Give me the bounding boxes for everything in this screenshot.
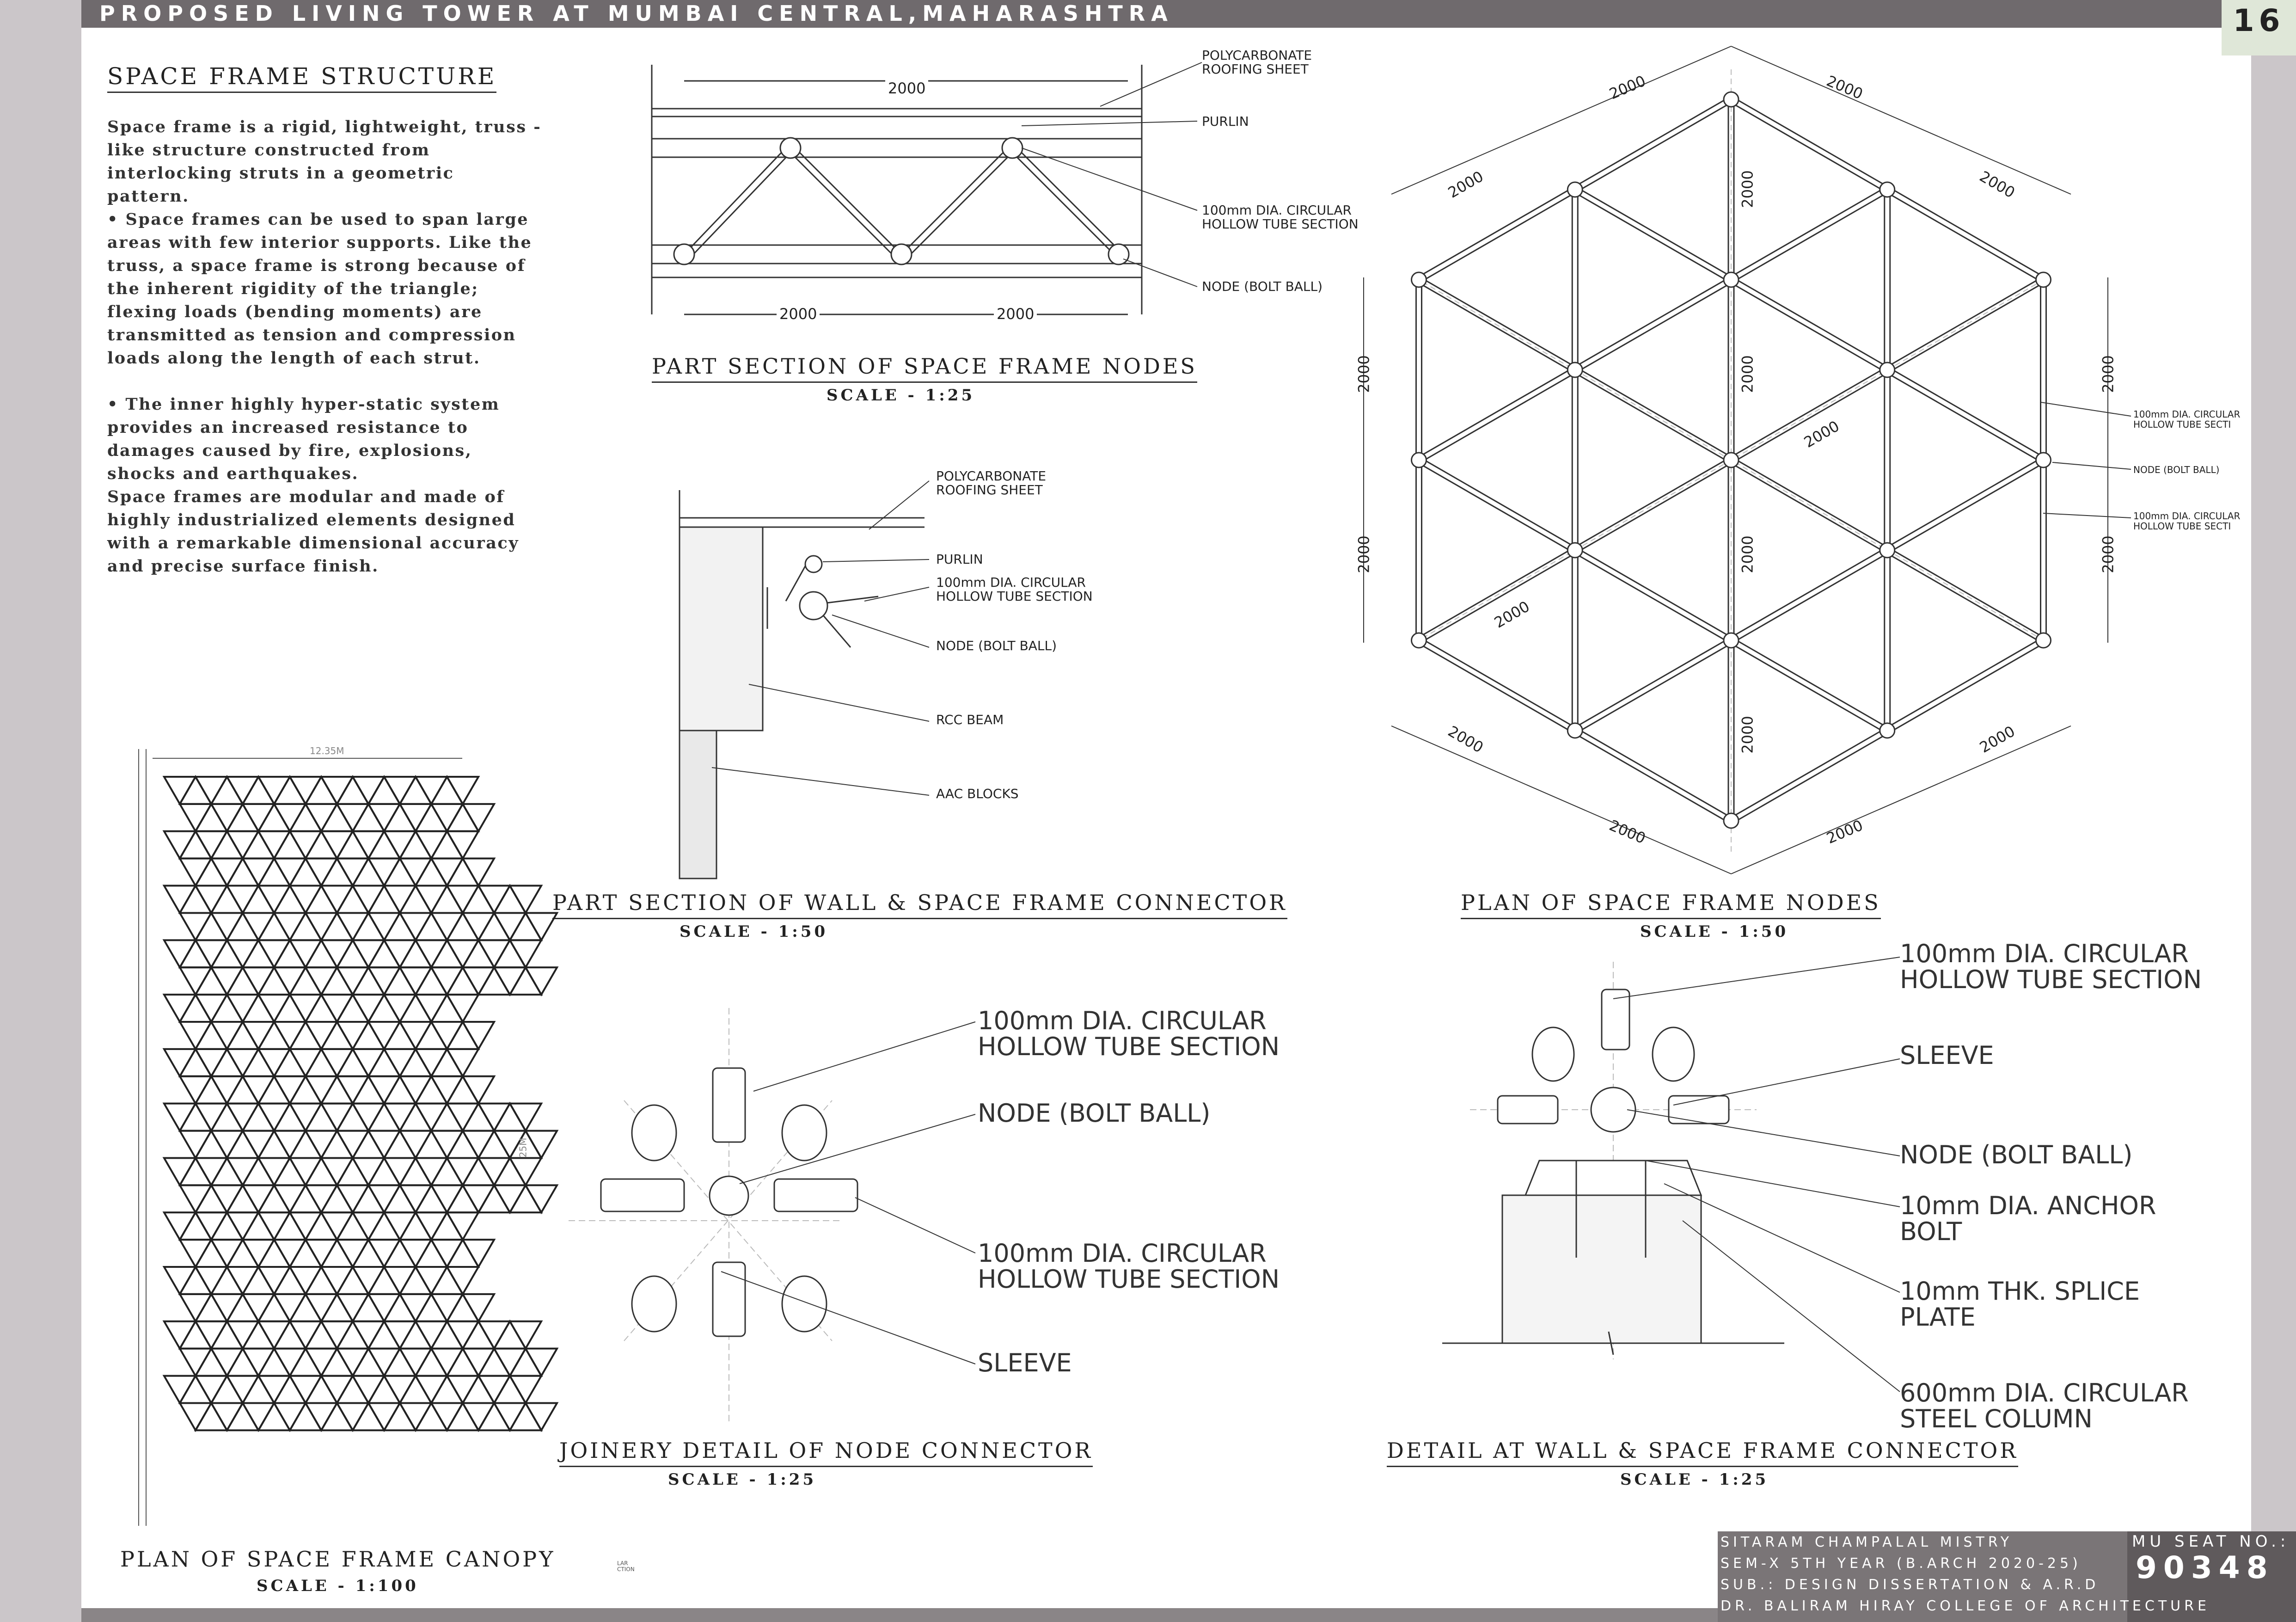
student-name: SITARAM CHAMPALAL MISTRY (1720, 1534, 2013, 1550)
drawing-scale: SCALE - 1:50 (680, 922, 828, 941)
subject: SUB.: DESIGN DISSERTATION & A.R.D (1720, 1577, 2100, 1593)
drawing-scale: SCALE - 1:25 (1620, 1470, 1769, 1489)
label-purlin: PURLIN (936, 552, 983, 567)
drawing-title: PART SECTION OF WALL & SPACE FRAME CONNECTOR (552, 890, 1287, 919)
label-purlin: PURLIN (1202, 114, 1249, 129)
drawing-title: PLAN OF SPACE FRAME CANOPY (120, 1547, 556, 1572)
stray-note: LAR CTION (617, 1560, 635, 1573)
intro-paragraph-1: Space frame is a rigid, lightweight, truss -like structure constructed from interlocking struts in a geometric pattern. (107, 117, 542, 206)
label-node-bolt-ball: NODE (BOLT BALL) (1202, 279, 1323, 294)
dimension-2000: 2000 (1491, 597, 1533, 632)
label-roofing-sheet: POLYCARBONATE ROOFING SHEET (936, 468, 1047, 498)
drawing-title: DETAIL AT WALL & SPACE FRAME CONNECTOR (1387, 1438, 2018, 1467)
label-tube-section: 100mm DIA. CIRCULAR HOLLOW TUBE SECTION (1900, 939, 2202, 994)
label-node-bolt-ball: NODE (BOLT BALL) (1900, 1140, 2133, 1169)
intro-paragraph-3: • The inner highly hyper-static system provides an increased resistance to damages caused by fire, explosions, shocks and earthquakes. (107, 395, 500, 483)
drawing-title: PLAN OF SPACE FRAME NODES (1461, 890, 1881, 919)
label-tube-section-a: 100mm DIA. CIRCULAR HOLLOW TUBE SECTI (2133, 409, 2241, 430)
dimension-2000: 2000 (1606, 816, 1648, 848)
semester: SEM-X 5TH YEAR (B.ARCH 2020-25) (1720, 1555, 2082, 1572)
label-node-bolt-ball: NODE (BOLT BALL) (936, 638, 1057, 653)
drawing-scale: SCALE - 1:25 (668, 1470, 817, 1489)
sheet-number: 16 (2233, 3, 2285, 38)
label-tube-section-b: 100mm DIA. CIRCULAR HOLLOW TUBE SECTION (978, 1239, 1280, 1294)
label-splice-plate: 10mm THK. SPLICE PLATE (1900, 1277, 2140, 1332)
dimension-top: 2000 (885, 80, 928, 97)
label-roofing-sheet: POLYCARBONATE ROOFING SHEET (1202, 48, 1312, 77)
dimension-2000: 2000 (1445, 167, 1487, 202)
dimension-bottom-right: 2000 (994, 305, 1037, 323)
label-steel-column: 600mm DIA. CIRCULAR STEEL COLUMN (1900, 1378, 2189, 1433)
label-tube-section-a: 100mm DIA. CIRCULAR HOLLOW TUBE SECTION (978, 1006, 1280, 1061)
label-anchor-bolt: 10mm DIA. ANCHOR BOLT (1900, 1191, 2156, 1246)
dimension-2000: 2000 (1606, 72, 1648, 103)
dimension-2000: 2000 (1355, 535, 1373, 573)
seat-number: 90348 (2136, 1550, 2274, 1585)
section-heading: SPACE FRAME STRUCTURE (107, 63, 496, 93)
label-aac-blocks: AAC BLOCKS (936, 786, 1019, 801)
sheet-title: PROPOSED LIVING TOWER AT MUMBAI CENTRAL,MAHARASHTRA (99, 1, 1174, 26)
canopy-dimension-side: 25M (517, 1137, 529, 1158)
label-node-bolt-ball: NODE (BOLT BALL) (978, 1099, 1211, 1128)
drawing-title: JOINERY DETAIL OF NODE CONNECTOR (559, 1438, 1093, 1467)
dimension-2000: 2000 (1800, 417, 1843, 451)
label-sleeve: SLEEVE (978, 1348, 1072, 1377)
label-tube-section: 100mm DIA. CIRCULAR HOLLOW TUBE SECTION (1202, 203, 1359, 232)
intro-paragraph-4: Space frames are modular and made of highly industrialized elements designed with a remarkable dimensional accuracy and precise surface finish. (107, 487, 520, 576)
dimension-2000: 2000 (1739, 355, 1757, 393)
label-tube-section: 100mm DIA. CIRCULAR HOLLOW TUBE SECTION (936, 575, 1093, 604)
label-node-bolt-ball: NODE (BOLT BALL) (2133, 464, 2220, 475)
canopy-dimension-top: 12.35M (310, 745, 344, 756)
dimension-2000: 2000 (1355, 355, 1373, 393)
dimension-2000: 2000 (1739, 716, 1757, 754)
intro-paragraph-2: • Space frames can be used to span large areas with few interior supports. Like the truss, a space frame is strong because of the inherent rigidity of the triangle; flexing loads (bending moments) are transmitted as tension and compression loads along the length of each strut. (107, 210, 533, 368)
dimension-2000: 2000 (1739, 170, 1757, 208)
drawing-scale: SCALE - 1:50 (1640, 922, 1789, 941)
dimension-bottom-left: 2000 (777, 305, 820, 323)
dimension-2000: 2000 (1976, 722, 2018, 756)
seat-label: MU SEAT NO.: (2132, 1532, 2290, 1551)
label-tube-section-b: 100mm DIA. CIRCULAR HOLLOW TUBE SECTI (2133, 510, 2241, 532)
dimension-2000: 2000 (1824, 816, 1866, 848)
label-sleeve: SLEEVE (1900, 1041, 1994, 1070)
dimension-2000: 2000 (1739, 535, 1757, 573)
dimension-2000: 2000 (2099, 355, 2117, 393)
drawing-scale: SCALE - 1:25 (827, 386, 975, 405)
label-rcc-beam: RCC BEAM (936, 712, 1004, 727)
dimension-2000: 2000 (1976, 167, 2018, 202)
dimension-2000: 2000 (2099, 535, 2117, 573)
drawing-scale: SCALE - 1:100 (257, 1577, 419, 1595)
college-name: DR. BALIRAM HIRAY COLLEGE OF ARCHITECTURE (1720, 1598, 2210, 1614)
dimension-2000: 2000 (1824, 72, 1866, 103)
dimension-2000: 2000 (1445, 722, 1487, 756)
drawing-title: PART SECTION OF SPACE FRAME NODES (652, 354, 1197, 383)
